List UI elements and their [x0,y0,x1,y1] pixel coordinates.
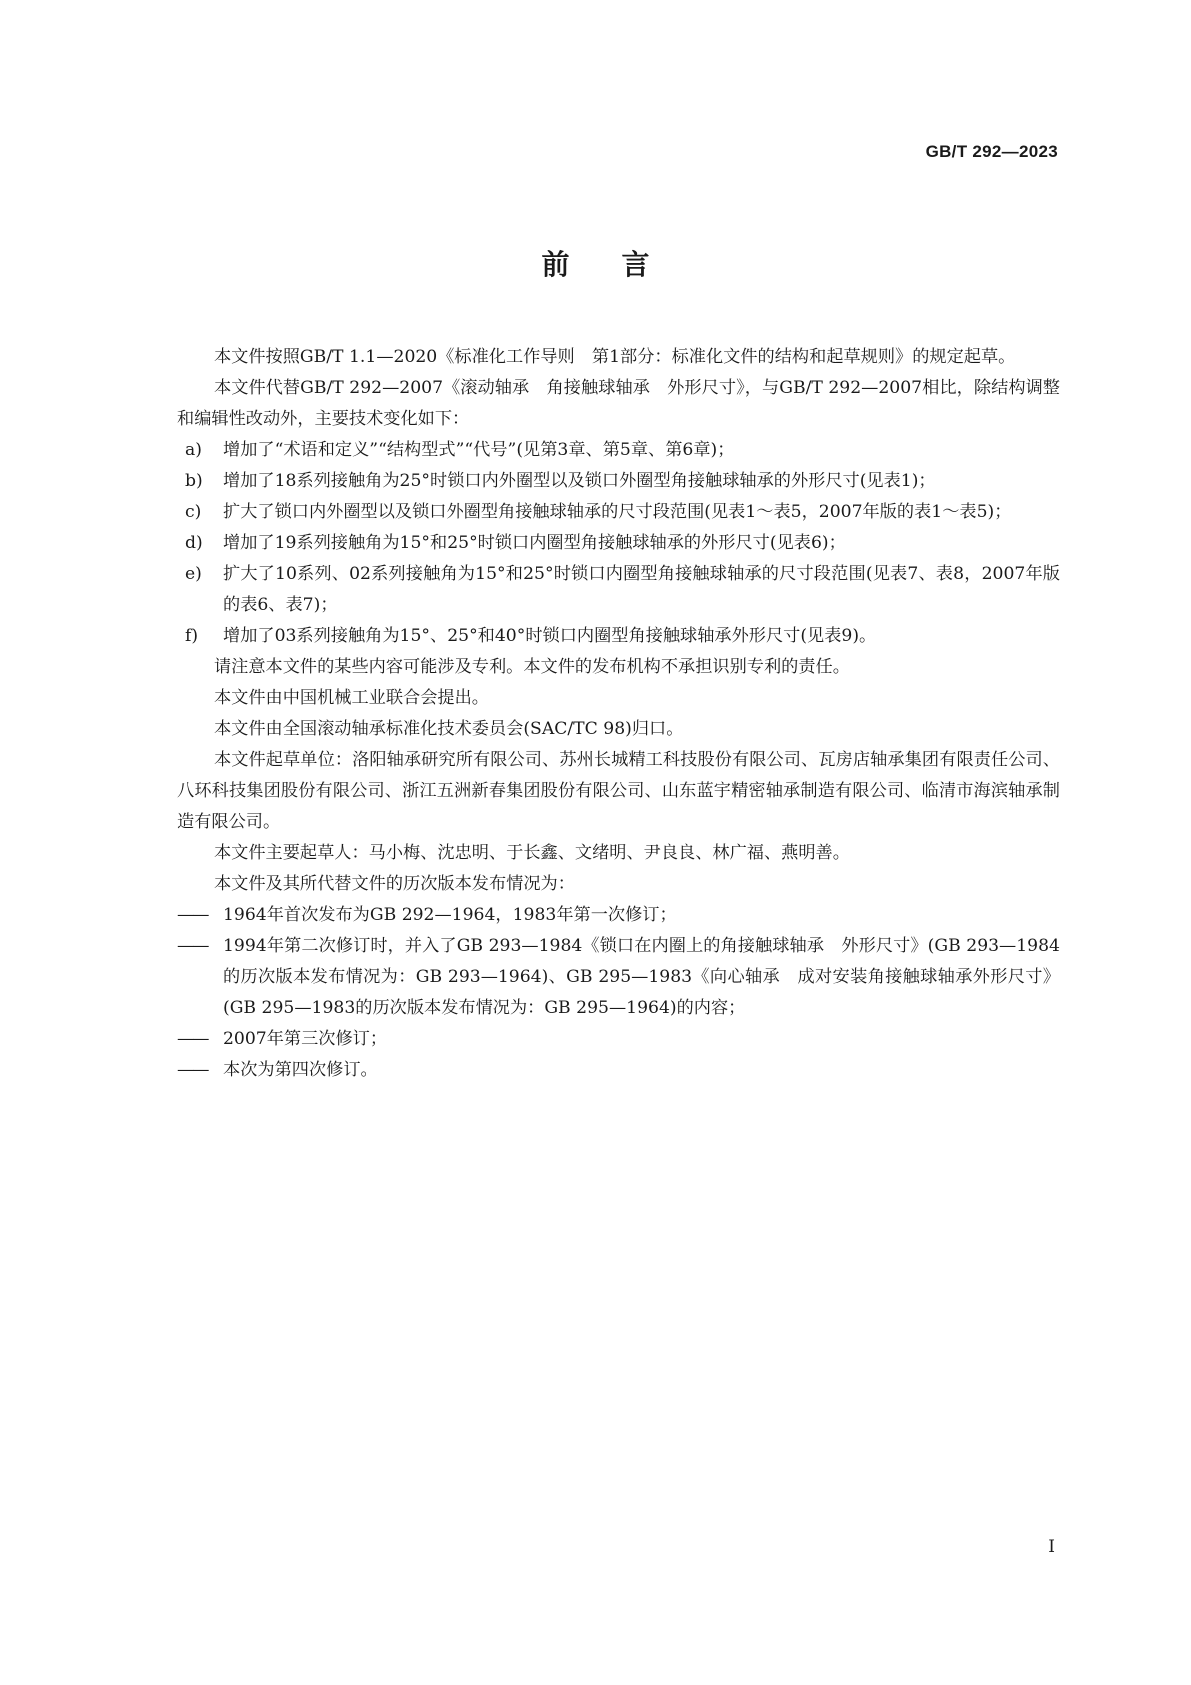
history-item-text: 本次为第四次修订。 [223,1060,378,1080]
change-item-label: a) [185,440,202,460]
change-item [177,621,1060,652]
change-item-text: 扩大了10系列、02系列接触角为15°和25°时锁口内圈型角接触球轴承的尺寸段范围(见表7、表8，2007年版的表6、表7)； [223,564,1060,615]
history-item [177,900,1060,931]
history-item-dash: —— [177,1060,208,1080]
change-item-label: d) [185,533,203,553]
history-item [177,1024,1060,1055]
paragraph-proposer: 本文件由中国机械工业联合会提出。 [213,688,489,708]
paragraph-patent-notice: 请注意本文件的某些内容可能涉及专利。本文件的发布机构不承担识别专利的责任。 [213,657,850,677]
change-item [177,466,1060,497]
change-item-label: b) [185,471,203,491]
foreword-body [177,342,1060,1086]
history-item [177,1055,1060,1086]
history-item-text: 1994年第二次修订时，并入了GB 293—1984《锁口在内圈上的角接触球轴承 外形尺寸》(GB 293—1984的历次版本发布情况为：GB 293—1964)、GB 295—1983《向心轴承 成对安装角接触球轴承外形尺寸》(GB 295—1983的历次版本发布情况为：GB 295—1964)的内容； [223,936,1060,1018]
history-item-dash: —— [177,905,208,925]
standard-number: GB/T 292—2023 [925,142,1058,161]
change-item [177,559,1060,621]
paragraph-replacement: 本文件代替GB/T 292—2007《滚动轴承 角接触球轴承 外形尺寸》，与GB/T 292—2007相比，除结构调整和编辑性改动外，主要技术变化如下： [177,378,1060,429]
paragraph-history-intro: 本文件及其所代替文件的历次版本发布情况为： [213,874,575,894]
change-item [177,435,1060,466]
change-item-label: f) [185,626,199,646]
history-item-dash: —— [177,1029,208,1049]
paragraph-drafters: 本文件主要起草人：马小梅、沈忠明、于长鑫、文绪明、尹良良、林广福、燕明善。 [213,843,850,863]
change-item-text: 增加了“术语和定义”“结构型式”“代号”(见第3章、第5章、第6章)； [223,440,735,460]
history-item [177,931,1060,1024]
page-title: 前言 [541,248,702,281]
change-item-label: c) [185,502,202,522]
change-item-text: 增加了18系列接触角为25°时锁口内外圈型以及锁口外圈型角接触球轴承的外形尺寸(见表1)； [223,471,936,491]
history-item-text: 2007年第三次修订； [223,1029,388,1049]
change-item [177,528,1060,559]
paragraph-administrator: 本文件由全国滚动轴承标准化技术委员会(SAC/TC 98)归口。 [213,719,684,739]
history-item-dash: —— [177,936,208,956]
change-item-text: 扩大了锁口内外圈型以及锁口外圈型角接触球轴承的尺寸段范围(见表1～表5，2007年版的表1～表5)； [223,502,1012,522]
change-item-label: e) [185,564,202,584]
change-item-text: 增加了19系列接触角为15°和25°时锁口内圈型角接触球轴承的外形尺寸(见表6)； [223,533,846,553]
page-number: I [1048,1537,1055,1557]
history-item-text: 1964年首次发布为GB 292—1964，1983年第一次修订； [223,905,677,925]
change-item-text: 增加了03系列接触角为15°、25°和40°时锁口内圈型角接触球轴承外形尺寸(见表9)。 [223,626,877,646]
change-item [177,497,1060,528]
paragraph-drafting-units: 本文件起草单位：洛阳轴承研究所有限公司、苏州长城精工科技股份有限公司、瓦房店轴承集团有限责任公司、八环科技集团股份有限公司、浙江五洲新春集团股份有限公司、山东蓝宇精密轴承制造有限公司、临清市海滨轴承制造有限公司。 [177,750,1060,832]
paragraph-drafting-basis: 本文件按照GB/T 1.1—2020《标准化工作导则 第1部分：标准化文件的结构和起草规则》的规定起草。 [213,347,1016,367]
